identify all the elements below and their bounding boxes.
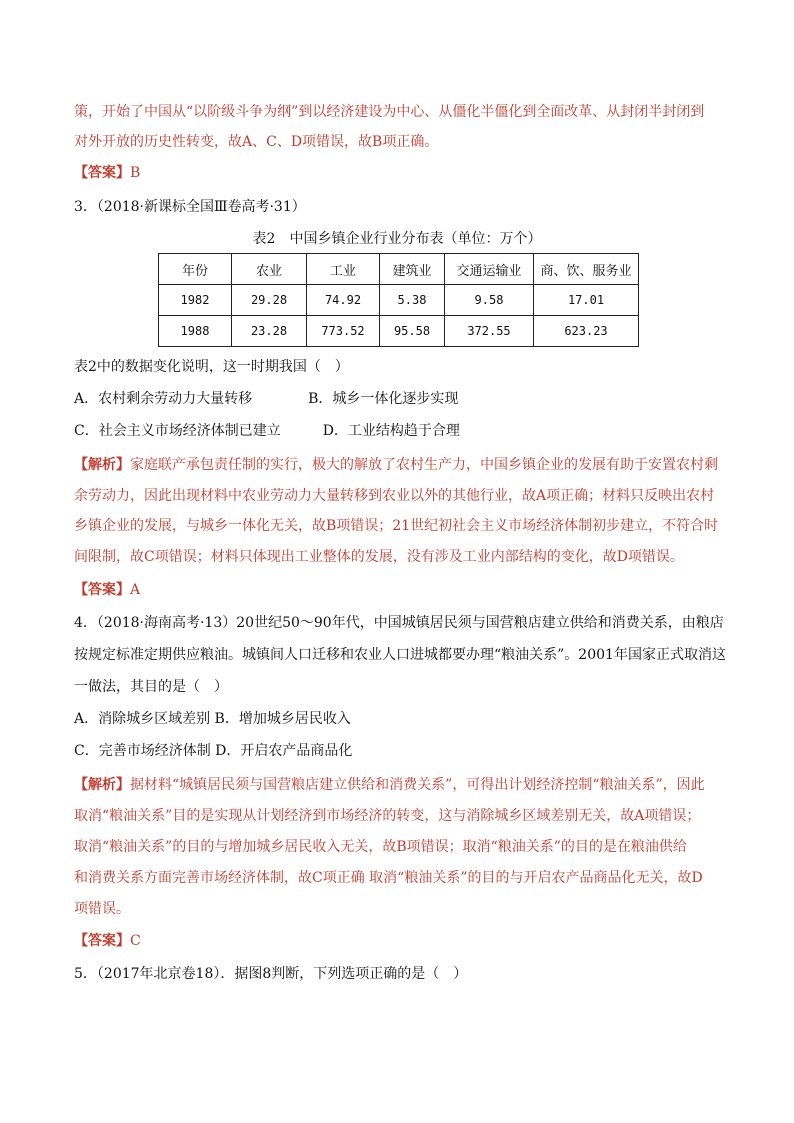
table-cell: 17.01 (534, 285, 639, 316)
answer-4 (74, 931, 141, 951)
answer-value: B (130, 165, 141, 181)
table-cell: 5.38 (380, 285, 445, 316)
table-header-cell: 工业 (307, 254, 380, 285)
question-4-analysis-line-4: 和消费关系方面完善市场经济体制，故C项正确 取消“粮油关系”的目的与开启农产品商品化无关，故D (74, 870, 703, 886)
table-header-cell: 建筑业 (380, 254, 445, 285)
table-cell: 74.92 (307, 285, 380, 316)
question-3-heading: 3．（2018·新课标全国Ⅲ卷高考·31） (74, 199, 306, 215)
question-4-analysis-line-3: 取消“粮油关系”的目的与增加城乡居民收入无关，故B项错误；取消“粮油关系”的目的是在粮油供给 (74, 839, 687, 855)
question-4-options-ab: A．消除城乡区域差别 B．增加城乡居民收入 (74, 711, 351, 727)
table-cell: 623.23 (534, 316, 639, 347)
table-cell: 1982 (159, 285, 232, 316)
question-3-analysis-line-1 (74, 455, 718, 475)
analysis-text: 家庭联产承包责任制的实行，极大的解放了农村生产力，中国乡镇企业的发展有助于安置农村剩 (130, 457, 718, 473)
table-header-cell: 交通运输业 (445, 254, 534, 285)
answer-value: C (130, 933, 141, 949)
question-4-analysis-line-5: 项错误。 (74, 901, 130, 917)
question-3-analysis-line-3: 乡镇企业的发展，与城乡一体化无关，故B项错误；21世纪初社会主义市场经济体制初步建立，不符合时 (74, 518, 719, 534)
answer-value: A (130, 582, 141, 598)
question-5-stem: 5．（2017年北京卷18）．据图8判断，下列选项正确的是（ ） (74, 966, 468, 982)
table-row (159, 316, 639, 347)
data-table (158, 253, 639, 347)
analysis-tag: 【解析】 (74, 457, 130, 473)
answer-tag: 【答案】 (74, 165, 130, 181)
prev-analysis-line-2: 对外开放的历史性转变，故A、C、D项错误，故B项正确。 (74, 134, 439, 150)
table-cell: 1988 (159, 316, 232, 347)
question-4-line-1: 4．（2018·海南高考·13）20世纪50～90年代，中国城镇居民须与国营粮店建立供给和消费关系，由粮店 (74, 615, 724, 631)
answer-3 (74, 580, 140, 600)
answer-tag: 【答案】 (74, 582, 130, 598)
question-4-analysis-line-2: 取消“粮油关系”目的是实现从计划经济到市场经济的转变，这与消除城乡区域差别无关，故A项错误； (74, 808, 701, 824)
question-4-line-3: 一做法，其目的是（ ） (74, 679, 228, 695)
table-header-cell: 商、饮、服务业 (534, 254, 639, 285)
question-3-analysis-line-2: 余劳动力，因此出现材料中农业劳动力大量转移到农业以外的其他行业，故A项正确；材料只反映出农村 (74, 488, 715, 504)
table-cell: 9.58 (445, 285, 534, 316)
question-4-analysis-line-1 (74, 775, 705, 795)
answer-1 (74, 163, 140, 183)
table-cell: 95.58 (380, 316, 445, 347)
question-3-options-ab: A．农村剩余劳动力大量转移 B．城乡一体化逐步实现 (74, 391, 459, 407)
analysis-text: 据材料“城镇居民须与国营粮店建立供给和消费关系”，可得出计划经济控制“粮油关系”，因此 (130, 777, 705, 793)
table-cell: 372.55 (445, 316, 534, 347)
prev-analysis-line-1: 策，开始了中国从“以阶级斗争为纲”到以经济建设为中心、从僵化半僵化到全面改革、从封闭半封闭到 (74, 104, 705, 120)
question-4-options-cd: C．完善市场经济体制 D．开启农产品商品化 (74, 743, 353, 759)
question-3-analysis-line-4: 间限制，故C项错误；材料只体现出工业整体的发展，没有涉及工业内部结构的变化，故D项错误。 (74, 549, 684, 565)
question-4-line-2: 按规定标准定期供应粮油。城镇间人口迁移和农业人口进城都要办理“粮油关系”。2001年国家正式取消这 (74, 647, 726, 663)
table-header-cell: 农业 (232, 254, 307, 285)
table-row (159, 285, 639, 316)
table-cell: 773.52 (307, 316, 380, 347)
question-3-options-cd: C．社会主义市场经济体制已建立 D．工业结构趋于合理 (74, 423, 460, 439)
table-cell: 29.28 (232, 285, 307, 316)
answer-tag: 【答案】 (74, 933, 130, 949)
analysis-tag: 【解析】 (74, 777, 130, 793)
table-caption: 表2 中国乡镇企业行业分布表（单位：万个） (252, 231, 542, 247)
question-3-stem: 表2中的数据变化说明，这一时期我国（ ） (74, 359, 349, 375)
table-header-cell: 年份 (159, 254, 232, 285)
table-cell: 23.28 (232, 316, 307, 347)
table-header-row (159, 254, 639, 285)
